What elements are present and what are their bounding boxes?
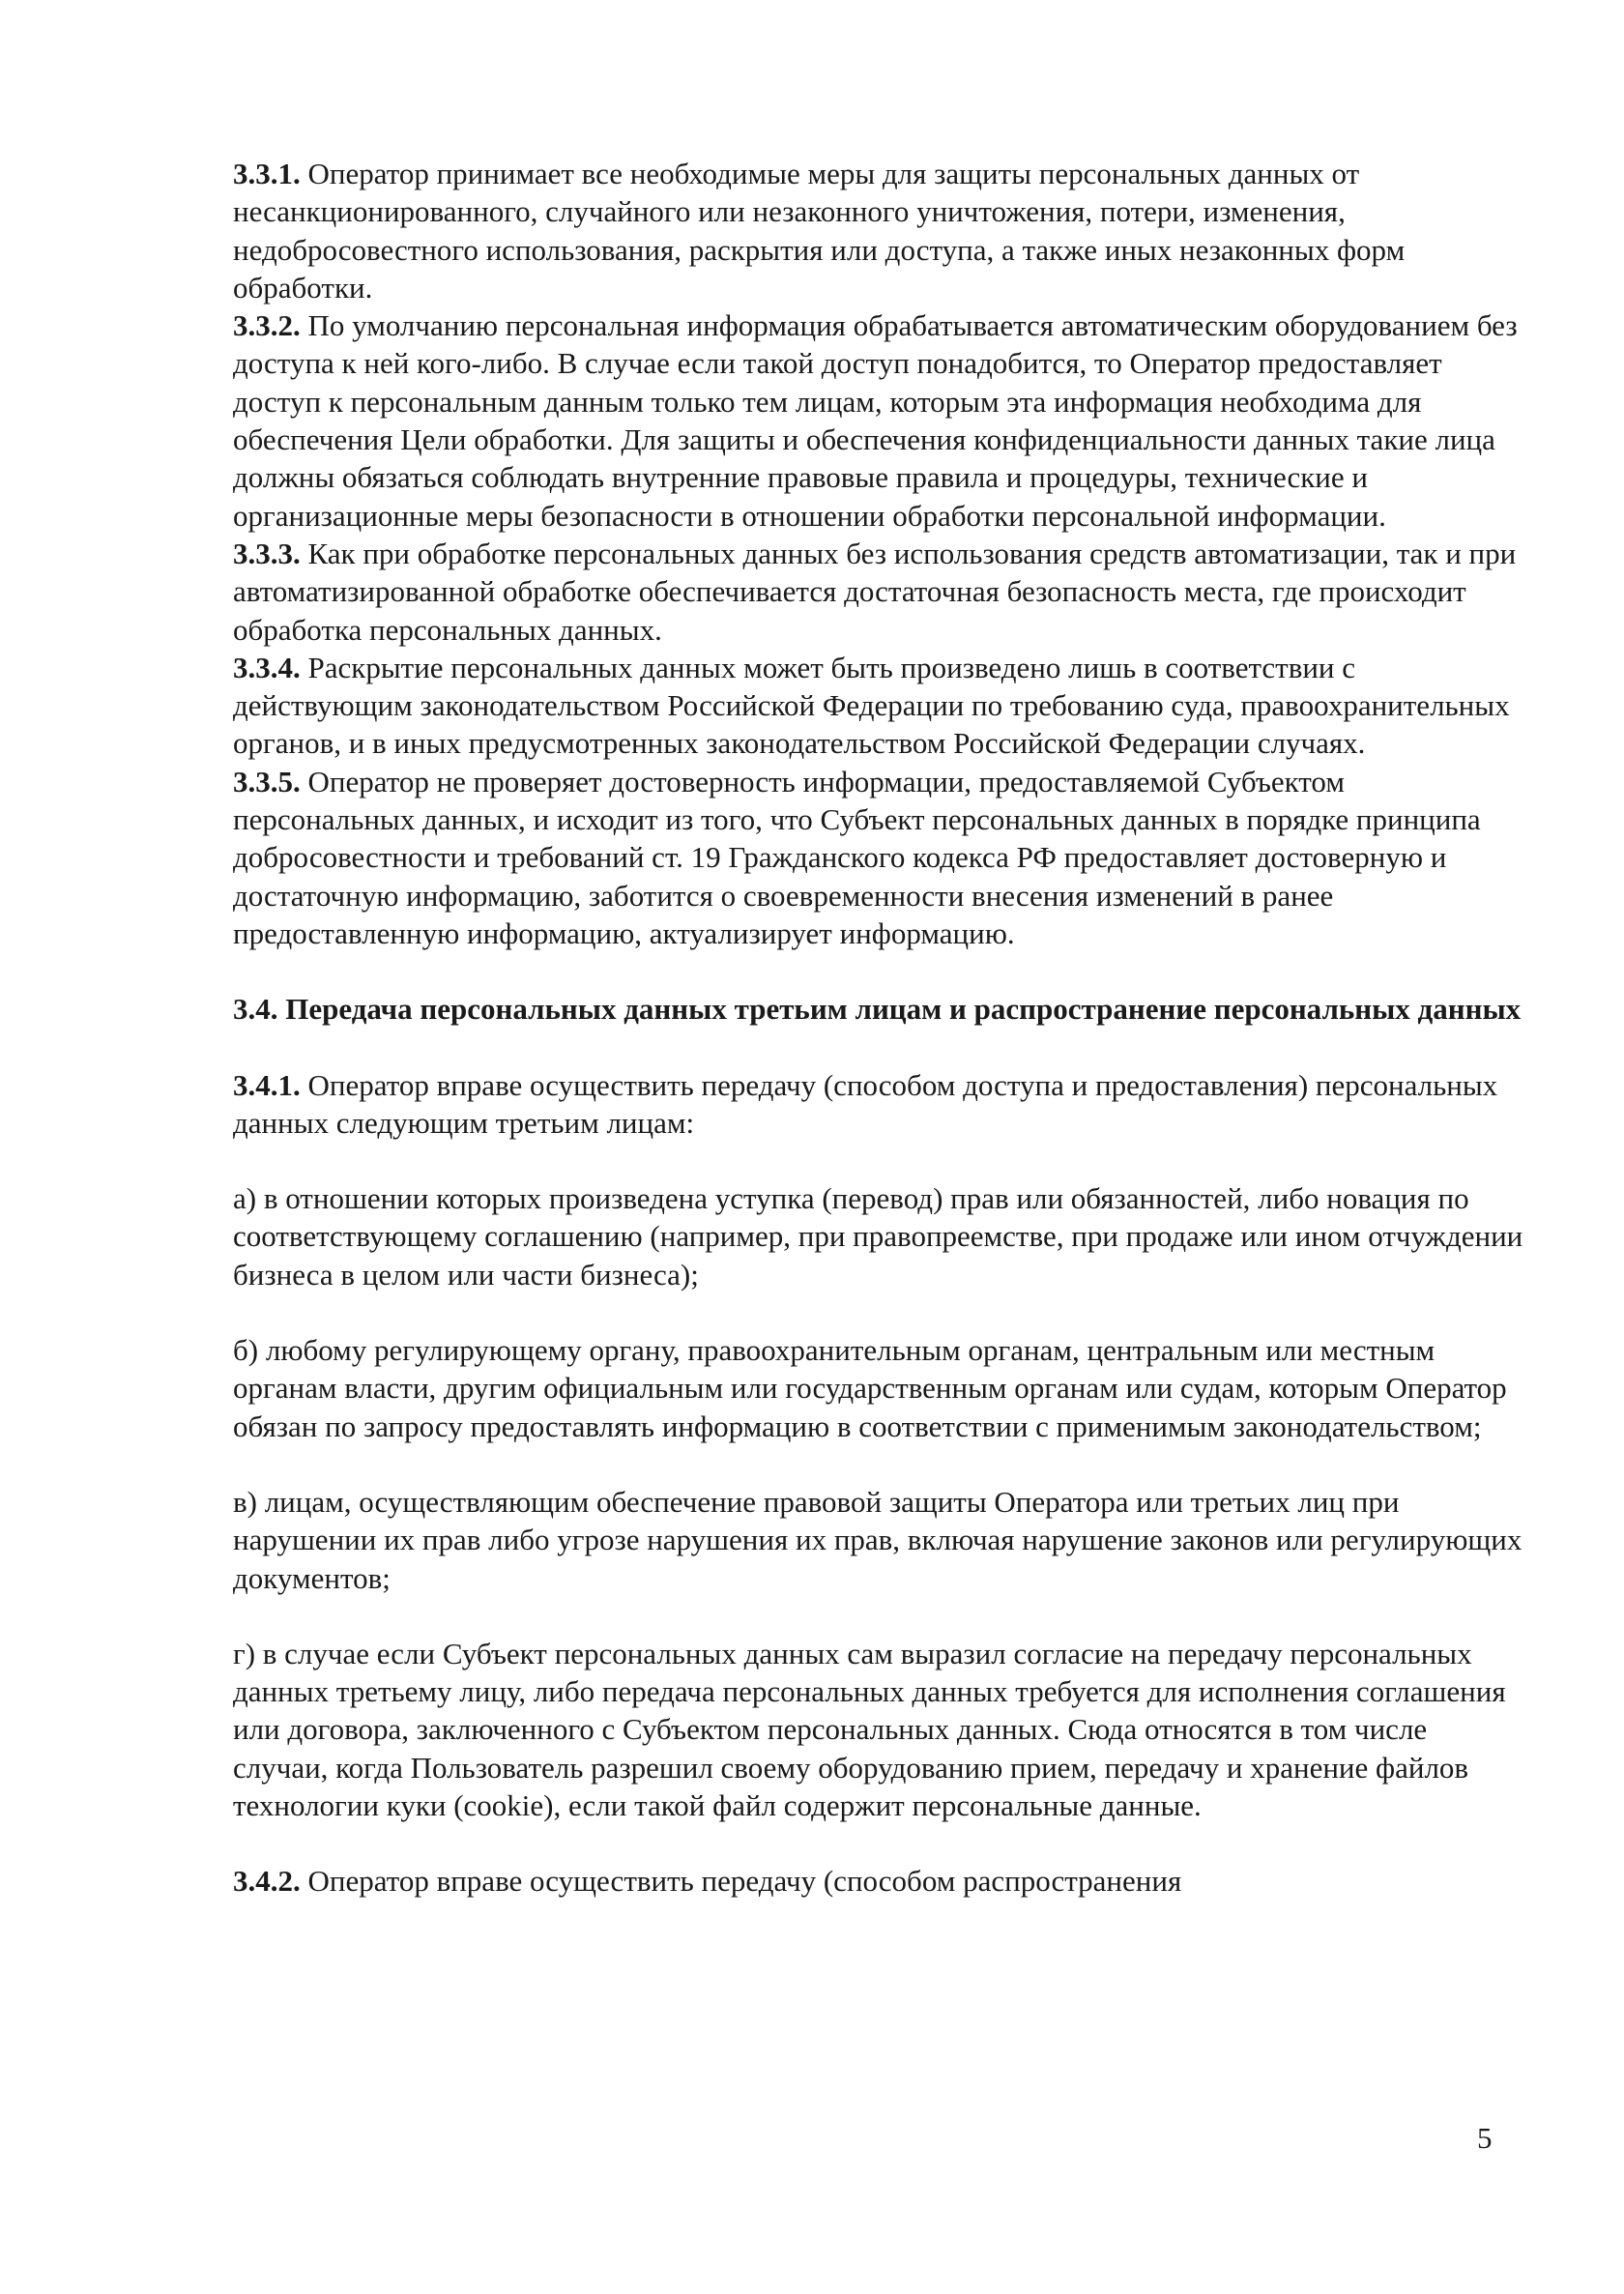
clause-text: Раскрытие персональных данных может быть произведено лишь в соответствии с действующим законодательством Российской Федерации по требованию суда, правоохранительных органов, и в иных предусмотренных законодательством Российской Федерации случаях. [233,650,1510,761]
clause-number: 3.4.1. [233,1067,301,1102]
clause-number: 3.3.5. [233,764,301,799]
section-heading-3-4: 3.4. Передача персональных данных третьим лицам и распространение персональных данных [233,992,1522,1027]
list-item-g: г) в случае если Субъект персональных данных сам выразил согласие на передачу персональных данных третьему лицу, либо передача персональных данных требуется для исполнения соглашения или договора, заключенного с Субъектом персональных данных. Сюда относятся в том числе случаи, когда Пользователь разрешил своему оборудованию прием, передачу и хранение файлов технологии куки (cookie), если такой файл содержит персональные данные. [233,1636,1506,1822]
clause-text: Как при обработке персональных данных без использования средств автоматизации, так и при автоматизированной обработке обеспечивается достаточная безопасность места, где происходит обработка персональных данных. [233,536,1517,647]
clause-text: Оператор вправе осуществить передачу (способом доступа и предоставления) персональных данных следующим третьим лицам: [233,1067,1498,1140]
clause-number: 3.3.3. [233,536,301,570]
clause-text: По умолчанию персональная информация обрабатывается автоматическим оборудованием без доступа к ней кого-либо. В случае если такой доступ понадобится, то Оператор предоставляет доступ к персональным данным только тем лицам, которым эта информация необходима для обеспечения Цели обработки. Для защиты и обеспечения конфиденциальности данных такие лица должны обязаться соблюдать внутренние правовые правила и процедуры, технические и организационные меры безопасности в отношении обработки персональной информации. [233,308,1518,533]
paragraph-3-3-1 [233,155,1528,306]
clause-number: 3.3.2. [233,308,301,343]
paragraph-3-3-4 [233,649,1528,763]
paragraph-3-3-3 [233,535,1528,649]
paragraph-3-3-5 [233,763,1528,952]
clause-number: 3.3.4. [233,650,301,684]
clause-text: Оператор принимает все необходимые меры для защиты персональных данных от несанкционированного, случайного или незаконного уничтожения, потери, изменения, недобросовестного использования, раскрытия или доступа, а также иных незаконных форм обработки. [233,157,1406,305]
list-item-v: в) лицам, осуществляющим обеспечение правовой защиты Оператора или третьих лиц при нарушении их прав либо угрозе нарушения их прав, включая нарушение законов или регулирующих документов; [233,1484,1522,1595]
clause-number: 3.3.1. [233,157,301,190]
paragraph-3-4-2 [233,1862,1528,1900]
paragraph-3-3-2 [233,306,1528,535]
clause-text: Оператор не проверяет достоверность информации, предоставляемой Субъектом персональных данных, и исходит из того, что Субъект персональных данных в порядке принципа добросовестности и требований ст. 19 Гражданского кодекса РФ предоставляет достоверную и достаточную информацию, заботится о своевременности внесения изменений в ранее предоставленную информацию, актуализирует информацию. [233,764,1481,950]
clause-number: 3.4.2. [233,1864,301,1899]
list-item-b: б) любому регулирующему органу, правоохранительным органам, центральным или местным органам власти, другим официальным или государственным органам или судам, которым Оператор обязан по запросу предоставлять информацию в соответствии с применимым законодательством; [233,1333,1507,1443]
document-page [233,155,1528,1901]
list-item-a: а) в отношении которых произведена уступка (перевод) прав или обязанностей, либо новация по соответствующему соглашению (например, при правопреемстве, при продаже или ином отчуждении бизнеса в целом или части бизнеса); [233,1181,1523,1292]
clause-text: Оператор вправе осуществить передачу (способом распространения [300,1864,1182,1899]
paragraph-3-4-1 [233,1066,1528,1143]
page-number: 5 [1477,2121,1493,2155]
